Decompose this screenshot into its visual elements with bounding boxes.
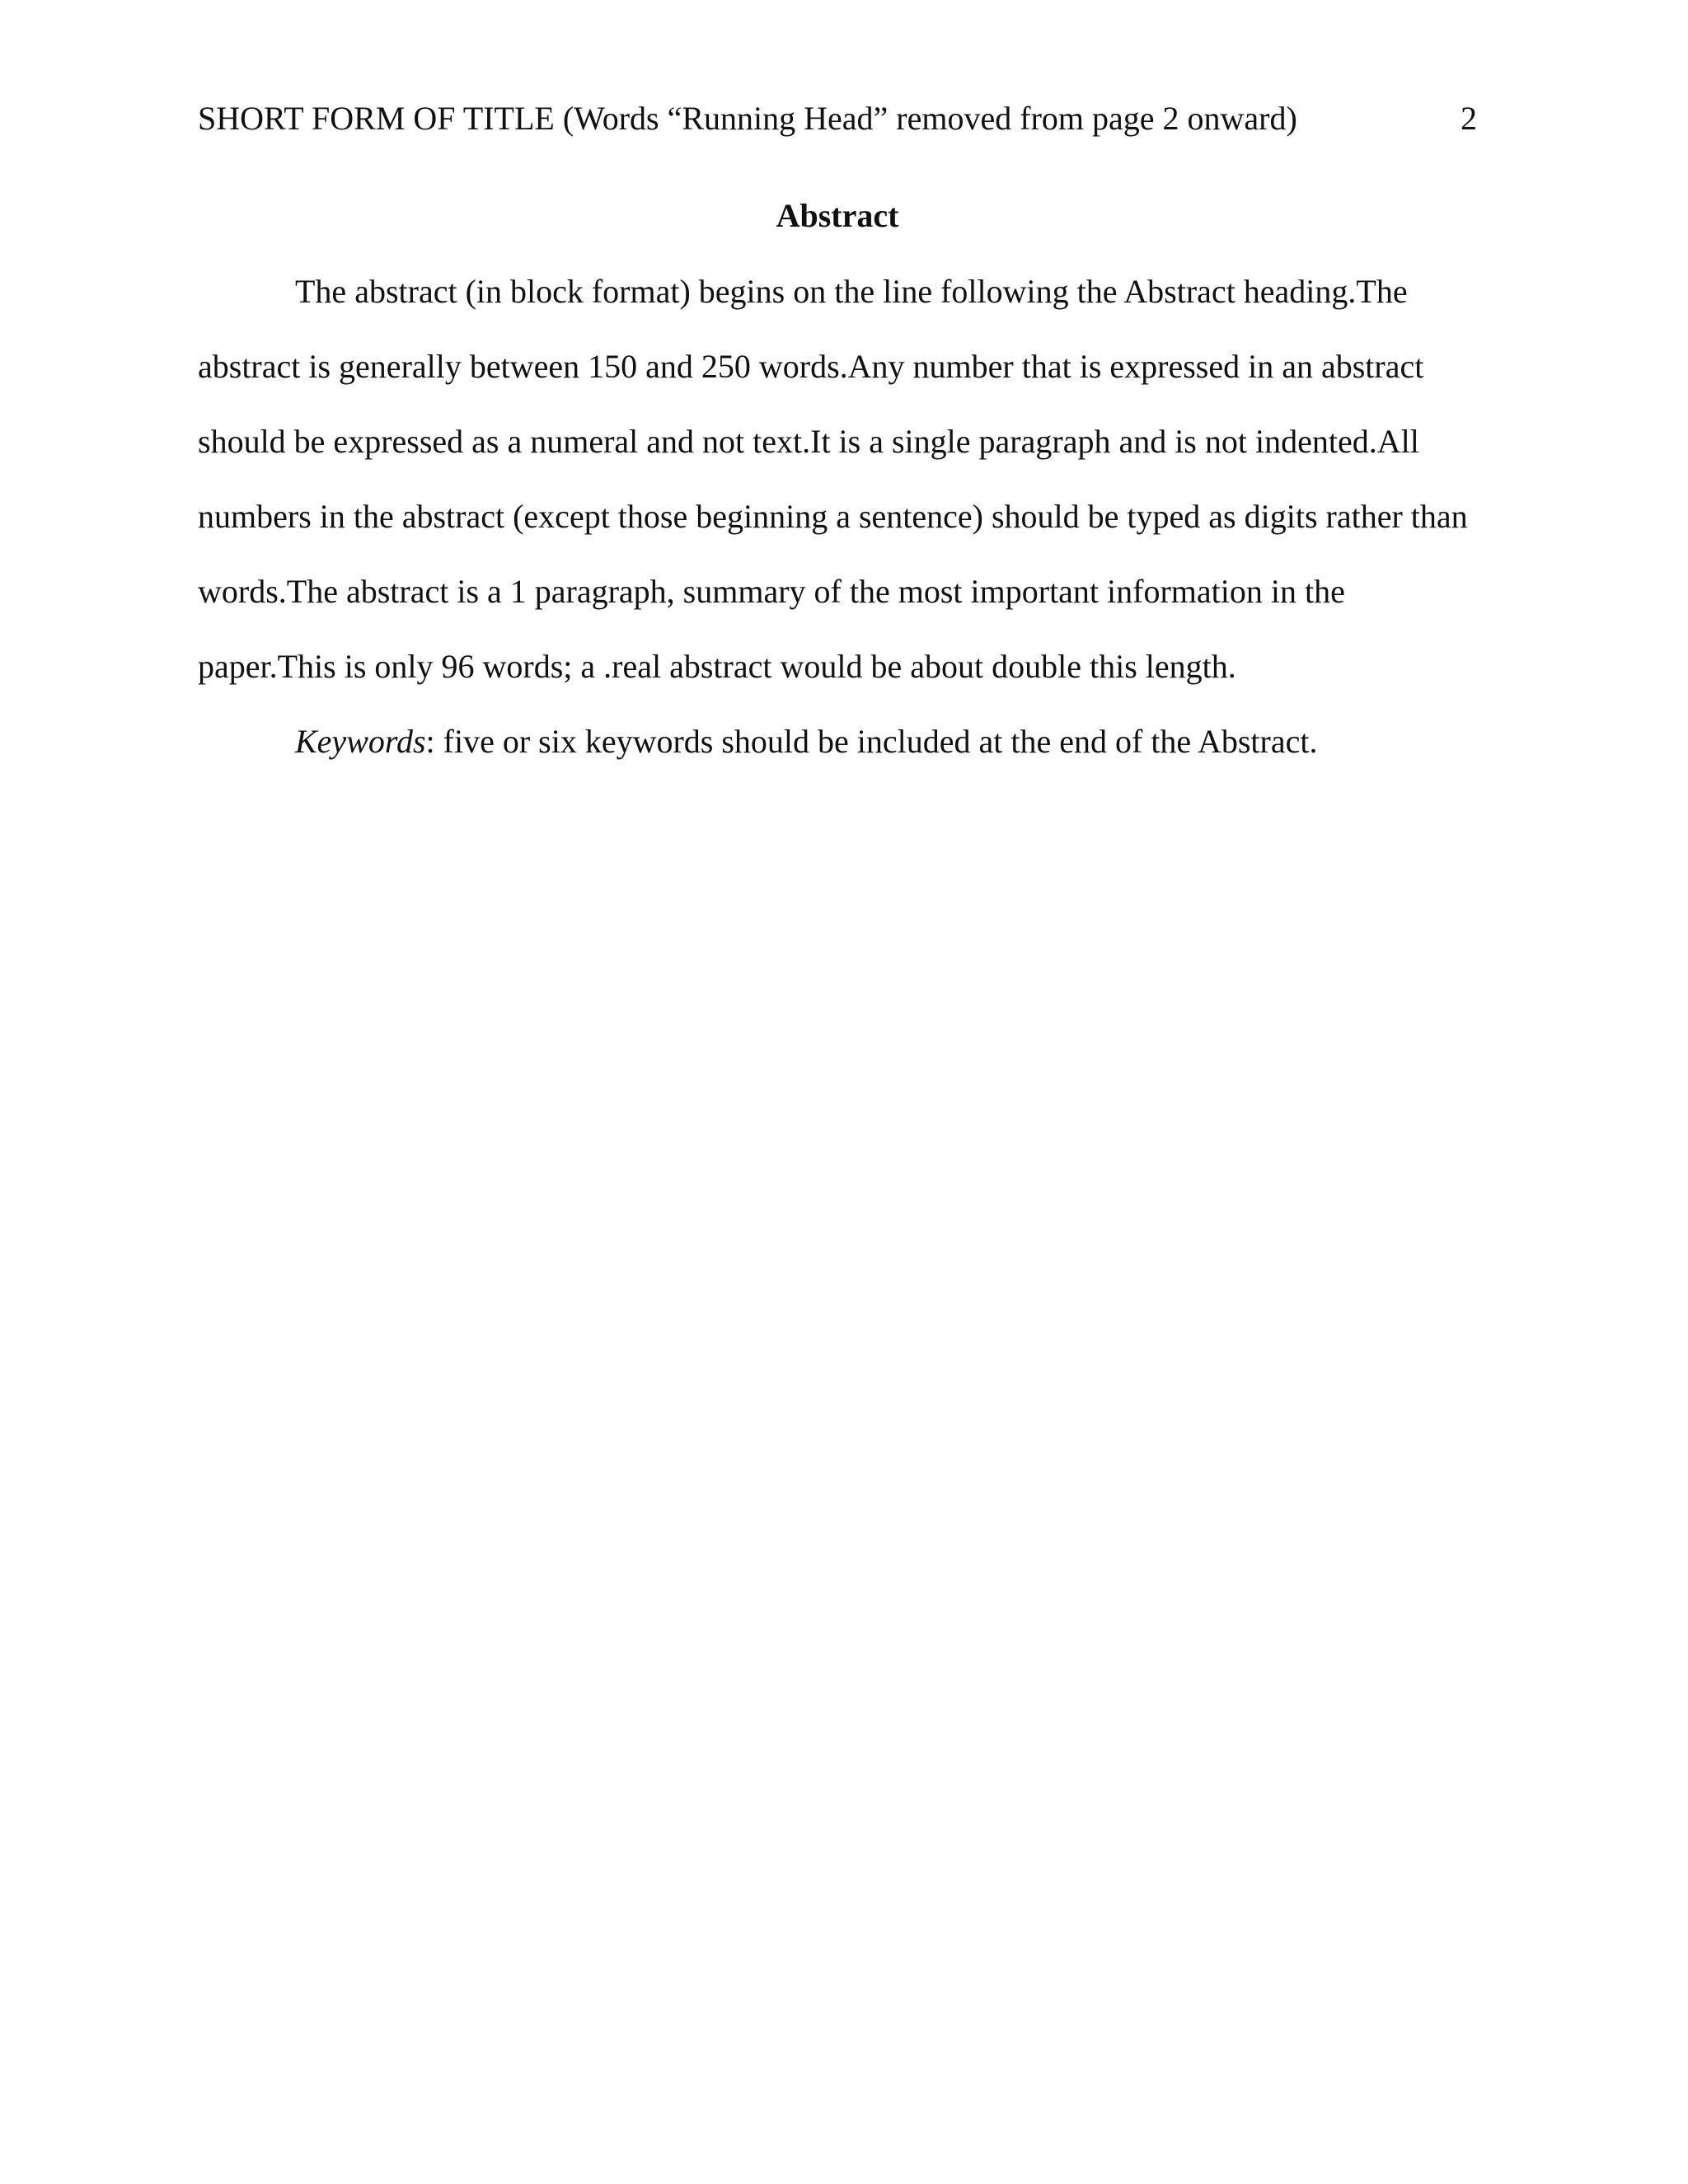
keywords-text: : five or six keywords should be included at the end of the Abstract. — [425, 723, 1318, 760]
page-number: 2 — [1461, 100, 1477, 137]
running-head-title: SHORT FORM OF TITLE (Words “Running Head” removed from page 2 onward) — [198, 100, 1297, 137]
running-head — [198, 94, 1477, 143]
abstract-line-6: paper.This is only 96 words; a .real abstract would be about double this length. — [198, 648, 1236, 685]
keywords-label: Keywords — [295, 723, 426, 760]
abstract-line-3: should be expressed as a numeral and not text.It is a single paragraph and is not indented.All — [198, 423, 1419, 460]
abstract-line-4: numbers in the abstract (except those beginning a sentence) should be typed as digits rather than — [198, 498, 1468, 535]
abstract-line-2: abstract is generally between 150 and 250 words.Any number that is expressed in an abstract — [198, 348, 1424, 385]
abstract-heading: Abstract — [776, 197, 899, 234]
abstract-line-1: The abstract (in block format) begins on the line following the Abstract heading.The — [295, 273, 1408, 310]
abstract-line-5: words.The abstract is a 1 paragraph, summary of the most important information in the — [198, 573, 1345, 610]
keywords-line — [295, 717, 1597, 766]
